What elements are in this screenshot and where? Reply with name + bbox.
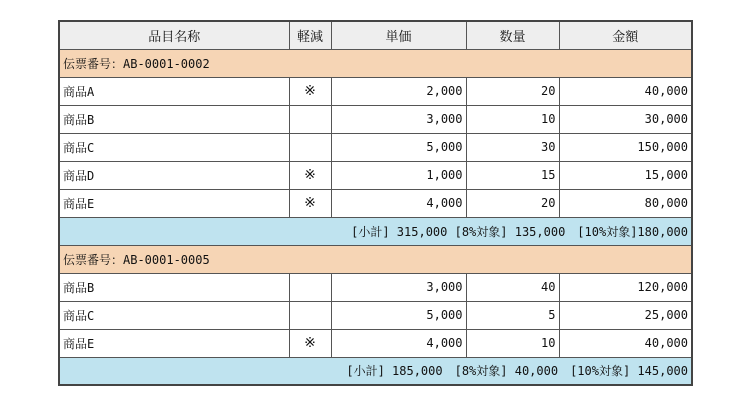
quantity-cell[interactable]: 10 — [466, 105, 559, 133]
amount-cell[interactable]: 25,000 — [559, 301, 692, 329]
quantity-cell[interactable]: 30 — [466, 133, 559, 161]
amount-cell[interactable]: 120,000 — [559, 273, 692, 301]
invoice-table-container — [58, 20, 691, 386]
unit-price-cell[interactable]: 5,000 — [331, 301, 466, 329]
subtotal-text: [小計] 185,000 [8%対象] 40,000 [10%対象] 145,000 — [59, 357, 692, 385]
col-header-price[interactable]: 単価 — [331, 21, 466, 49]
unit-price-cell[interactable]: 1,000 — [331, 161, 466, 189]
voucher-number[interactable]: 伝票番号：AB-0001-0005 — [59, 245, 692, 273]
reduced-tax-mark-cell[interactable] — [289, 105, 331, 133]
quantity-cell[interactable]: 20 — [466, 77, 559, 105]
item-name-cell[interactable]: 商品E — [59, 189, 289, 217]
table-row[interactable] — [59, 161, 692, 189]
amount-cell[interactable]: 15,000 — [559, 161, 692, 189]
item-name-cell[interactable]: 商品B — [59, 105, 289, 133]
quantity-cell[interactable]: 15 — [466, 161, 559, 189]
amount-cell[interactable]: 80,000 — [559, 189, 692, 217]
reduced-tax-mark-cell[interactable] — [289, 273, 331, 301]
quantity-cell[interactable]: 10 — [466, 329, 559, 357]
voucher-number[interactable]: 伝票番号：AB-0001-0002 — [59, 49, 692, 77]
table-row[interactable] — [59, 273, 692, 301]
header-row — [59, 21, 692, 49]
item-name-cell[interactable]: 商品D — [59, 161, 289, 189]
amount-cell[interactable]: 40,000 — [559, 329, 692, 357]
table-row[interactable] — [59, 77, 692, 105]
item-name-cell[interactable]: 商品E — [59, 329, 289, 357]
reduced-tax-mark-cell[interactable] — [289, 133, 331, 161]
item-name-cell[interactable]: 商品A — [59, 77, 289, 105]
item-name-cell[interactable]: 商品C — [59, 133, 289, 161]
subtotal-text: [小計] 315,000 [8%対象] 135,000 [10%対象]180,000 — [59, 217, 692, 245]
col-header-amount[interactable]: 金額 — [559, 21, 692, 49]
col-header-qty[interactable]: 数量 — [466, 21, 559, 49]
unit-price-cell[interactable]: 4,000 — [331, 329, 466, 357]
item-name-cell[interactable]: 商品C — [59, 301, 289, 329]
subtotal-row — [59, 217, 692, 245]
unit-price-cell[interactable]: 5,000 — [331, 133, 466, 161]
quantity-cell[interactable]: 40 — [466, 273, 559, 301]
table-row[interactable] — [59, 133, 692, 161]
amount-cell[interactable]: 150,000 — [559, 133, 692, 161]
unit-price-cell[interactable]: 3,000 — [331, 105, 466, 133]
amount-cell[interactable]: 40,000 — [559, 77, 692, 105]
reduced-tax-mark-cell[interactable] — [289, 301, 331, 329]
unit-price-cell[interactable]: 4,000 — [331, 189, 466, 217]
quantity-cell[interactable]: 20 — [466, 189, 559, 217]
reduced-tax-mark-cell[interactable]: ※ — [289, 189, 331, 217]
item-name-cell[interactable]: 商品B — [59, 273, 289, 301]
col-header-reduced[interactable]: 軽減 — [289, 21, 331, 49]
reduced-tax-mark-cell[interactable]: ※ — [289, 161, 331, 189]
subtotal-row — [59, 357, 692, 385]
voucher-group-row — [59, 49, 692, 77]
table-row[interactable] — [59, 329, 692, 357]
table-row[interactable] — [59, 189, 692, 217]
voucher-group-row — [59, 245, 692, 273]
invoice-table — [58, 20, 693, 386]
unit-price-cell[interactable]: 3,000 — [331, 273, 466, 301]
table-row[interactable] — [59, 301, 692, 329]
table-row[interactable] — [59, 105, 692, 133]
reduced-tax-mark-cell[interactable]: ※ — [289, 77, 331, 105]
quantity-cell[interactable]: 5 — [466, 301, 559, 329]
col-header-name[interactable]: 品目名称 — [59, 21, 289, 49]
table-body — [59, 49, 692, 385]
reduced-tax-mark-cell[interactable]: ※ — [289, 329, 331, 357]
amount-cell[interactable]: 30,000 — [559, 105, 692, 133]
unit-price-cell[interactable]: 2,000 — [331, 77, 466, 105]
